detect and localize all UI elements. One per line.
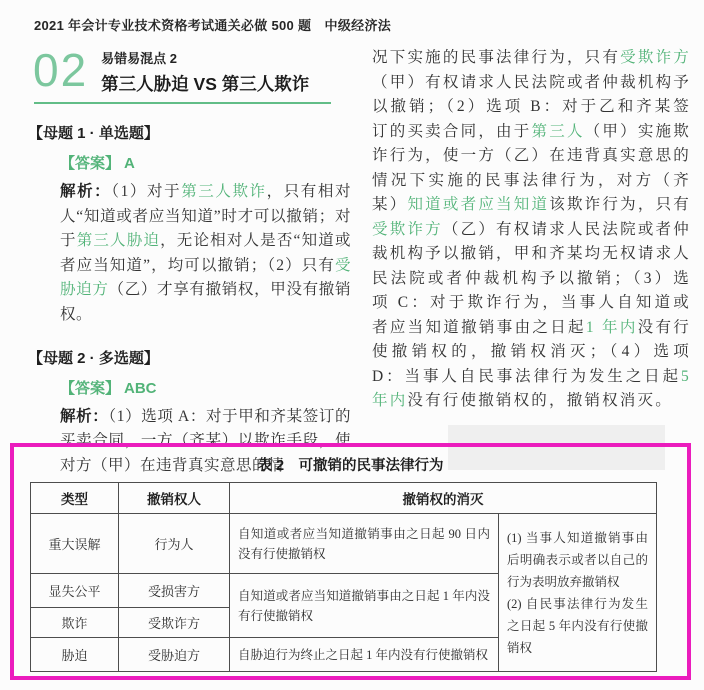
cell-note: (1) 当事人知道撤销事由后明确表示或者以自己的行为表明放弃撤销权 (2) 自民事法律行为发生之日起 5 年内没有行使撤销权 <box>499 514 657 672</box>
cell-holder: 受欺诈方 <box>119 608 230 638</box>
section-tag: 易错易混点 2 <box>101 51 178 66</box>
highlight-box <box>10 443 691 680</box>
question1-analysis <box>60 180 351 328</box>
cell-holder: 受胁迫方 <box>119 638 230 672</box>
left-column <box>28 122 351 478</box>
cell-holder: 行为人 <box>119 514 230 574</box>
answer-label: 【答案】 <box>60 379 121 397</box>
question2-answer-line <box>60 377 351 398</box>
question1-heading: 【母题 1 · 单选题】 <box>28 125 159 142</box>
cell-holder: 受损害方 <box>119 574 230 608</box>
question2-analysis-continued: 况下实施的民事法律行为，只有受欺诈方（甲）有权请求人民法院或者仲裁机构予以撤销；（2）选项 B：对于乙和齐某签订的买卖合同，由于第三人（甲）实施欺诈行为，使一方（乙）在违背真实意思的情况下实施的民事法律行为，对方（齐某）知道或者应当知道该欺诈行为，只有受欺诈方（乙）有权请求人民法院或者仲裁机构予以撤销，甲和齐某均无权请求人民法院或者仲裁机构予以撤销；（3）选项 C：对于欺诈行为，当事人自知道或者应当知道撤销事由之日起1 年内没有行使撤销权的，撤销权消灭；（4）选项 D：当事人自民事法律行为发生之日起5 年内没有行使撤销权的，撤销权消灭。 <box>372 49 691 409</box>
answer-label: 【答案】 <box>60 155 121 172</box>
header-cell-holder: 撤销权人 <box>119 483 230 514</box>
analysis-text: （1）选项 A：对于甲和齐某签订的买卖合同，一方（齐某）以欺诈手段，使对方（甲）在违背真实意思的情 <box>60 407 351 474</box>
answer-value: ABC <box>124 379 157 397</box>
revocation-table <box>30 482 657 672</box>
header-cell-type: 类型 <box>31 483 119 514</box>
cell-type: 重大误解 <box>31 514 119 574</box>
section-titles <box>101 46 309 96</box>
cell-extinguish: 自胁迫行为终止之日起 1 年内没有行使撤销权 <box>230 638 499 672</box>
table-header-row <box>31 483 657 514</box>
cell-type: 胁迫 <box>31 638 119 672</box>
page-header: 2021 年会计专业技术资格考试通关必做 500 题 中级经济法 <box>34 18 392 33</box>
analysis-label: 解析： <box>60 407 109 425</box>
section-number: 02 <box>33 44 89 96</box>
answer-value: A <box>124 155 135 172</box>
header-cell-extinguish: 撤销权的消灭 <box>230 483 657 514</box>
table-caption: 表 2 可撤销的民事法律行为 <box>257 458 444 474</box>
analysis-text: （1）对于第三人欺诈，只有相对人“知道或者应当知道”时才可以撤销；对于第三人胁迫，无论相对人是否“知道或者应当知道”，均可以撤销；（2）只有受胁迫方（乙）才享有撤销权，甲没有撤销权。 <box>60 183 351 323</box>
cell-extinguish: 自知道或者应当知道撤销事由之日起 1 年内没有行使撤销权 <box>230 574 499 638</box>
question1-answer-line <box>60 152 351 173</box>
table-row <box>31 514 657 574</box>
right-column <box>372 46 691 414</box>
question2-heading: 【母题 2 · 多选题】 <box>28 349 159 367</box>
cell-type: 显失公平 <box>31 574 119 608</box>
question1-block <box>28 122 351 328</box>
analysis-label: 解析： <box>60 183 112 200</box>
section-head <box>33 46 309 96</box>
question1-body <box>28 152 351 328</box>
section-title: 第三人胁迫 VS 第三人欺诈 <box>101 74 310 94</box>
section-underline <box>34 102 331 104</box>
cell-extinguish: 自知道或者应当知道撤销事由之日起 90 日内没有行使撤销权 <box>230 514 499 574</box>
cell-type: 欺诈 <box>31 608 119 638</box>
